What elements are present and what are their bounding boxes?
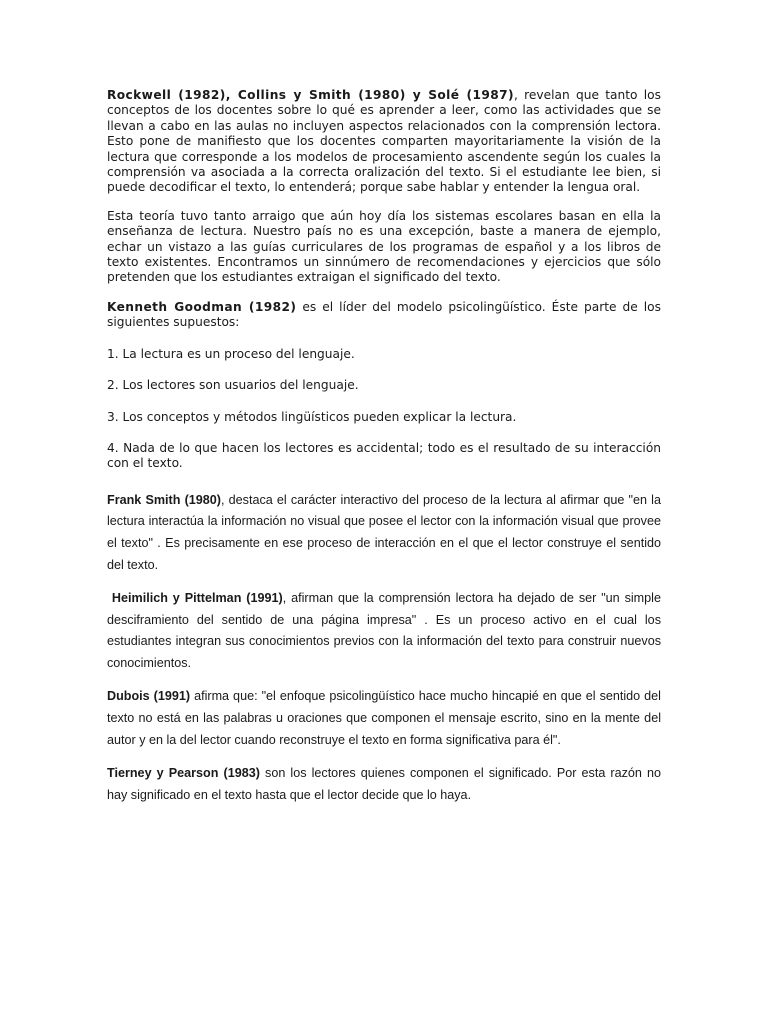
citation-tierney: Tierney y Pearson (1983) — [107, 766, 260, 781]
list-item: 4. Nada de lo que hacen los lectores es accidental; todo es el resultado de su interacción con el texto. — [107, 440, 661, 471]
paragraph-text: son los lectores quienes componen el significado. Por esta razón no hay significado en el texto hasta que el lector decide que lo haya. — [107, 766, 661, 802]
list-item: 3. Los conceptos y métodos lingüísticos pueden explicar la lectura. — [107, 409, 517, 424]
paragraph-heimilich — [107, 588, 661, 674]
document-page — [107, 88, 661, 818]
paragraph-text: es el líder del modelo psicolingüístico. Éste parte de los siguientes supuestos: — [107, 299, 661, 330]
paragraph-rockwell — [107, 88, 661, 196]
paragraph-text: Esta teoría tuvo tanto arraigo que aún hoy día los sistemas escolares basan en ella la enseñanza de lectura. Nuestro país no es una excepción, baste a manera de ejemplo, echar un vistazo a las guías curriculares de los programas de español y a los libros de texto existentes. Encontramos un sinnúmero de recomendaciones y ejercicios que sólo pretenden que los estudiantes extraigan el significado del texto. — [107, 208, 661, 285]
paragraph-text: , destaca el carácter interactivo del proceso de la lectura al afirmar que "en la lectura interactúa la información no visual que posee el lector con la información visual que provee el texto" . Es precisamente en ese proceso de interacción en el que el lector construye el sentido del texto. — [107, 492, 661, 572]
paragraph-smith — [107, 490, 661, 576]
citation-heimilich: Heimilich y Pittelman (1991) — [111, 591, 283, 606]
paragraph-text: afirma que: "el enfoque psicolingüístico hace mucho hincapié en que el sentido del texto no está en las palabras u oraciones que componen el mensaje escrito, sino en la mente del autor y en la del lector cuando reconstruye el texto en forma significativa para él". — [107, 689, 661, 747]
list-item: 1. La lectura es un proceso del lenguaje. — [107, 346, 355, 361]
paragraph-teoria — [107, 209, 661, 286]
paragraph-goodman — [107, 300, 661, 331]
paragraph-text: , revelan que tanto los conceptos de los docentes sobre lo qué es aprender a leer, como las actividades que se llevan a cabo en las aulas no incluyen aspectos relacionados con la comprensión lectora. Esto pone de manifiesto que los docentes comparten mayoritariamente la visión de la lectura que corresponde a los modelos de procesamiento ascendente según los cuales la comprensión va asociada a la correcta oralización del texto. Si el estudiante lee bien, si puede decodificar el texto, lo entenderá; porque sabe hablar y entender la lengua oral. — [107, 88, 661, 195]
list-item: 2. Los lectores son usuarios del lenguaje. — [107, 378, 359, 393]
citation-rockwell: Rockwell (1982), Collins y Smith (1980) y Solé (1987) — [107, 88, 514, 102]
paragraph-dubois — [107, 686, 661, 751]
paragraph-text: , afirman que la comprensión lectora ha dejado de ser "un simple desciframiento del sentido de una página impresa" . Es un proceso activo en el cual los estudiantes integran sus conocimientos previos con la información del texto para construir nuevos conocimientos. — [107, 591, 661, 670]
citation-smith: Frank Smith (1980) — [107, 492, 221, 507]
citation-dubois: Dubois (1991) — [107, 689, 191, 704]
paragraph-tierney — [107, 763, 661, 806]
citation-goodman: Kenneth Goodman (1982) — [107, 299, 297, 314]
